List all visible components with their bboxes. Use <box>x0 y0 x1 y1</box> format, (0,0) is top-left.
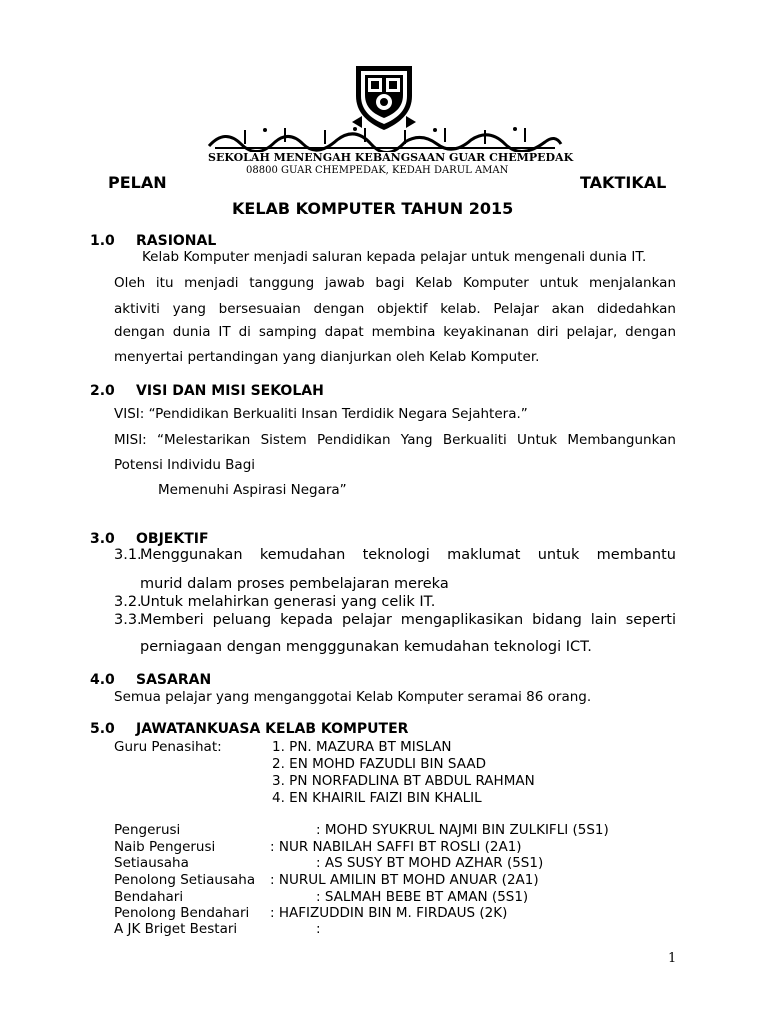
committee-member: : MOHD SYUKRUL NAJMI BIN ZULKIFLI (5S1) <box>316 822 609 838</box>
rasional-line: dengan dunia IT di samping dapat membina keyakinanan diri pelajar, dengan <box>114 324 676 340</box>
objective-text: Memberi peluang kepada pelajar mengaplikasikan bidang lain seperti <box>140 612 676 628</box>
rasional-line: menyertai pertandingan yang dianjurkan oleh Kelab Komputer. <box>114 349 540 365</box>
section-3-heading: OBJEKTIF <box>136 531 209 547</box>
title-left: PELAN <box>108 173 167 192</box>
rasional-line: Kelab Komputer menjadi saluran kepada pelajar untuk mengenali dunia IT. <box>142 249 647 265</box>
school-name: SEKOLAH MENENGAH KEBANGSAAN GUAR CHEMPEDAK <box>208 151 574 164</box>
objective-text: perniagaan dengan mengggunakan kemudahan teknologi ICT. <box>140 639 592 655</box>
misi-text: Memenuhi Aspirasi Negara” <box>158 482 347 498</box>
jawi-school-name-icon <box>205 124 565 152</box>
committee-member: : AS SUSY BT MOHD AZHAR (5S1) <box>316 855 544 871</box>
section-5-heading: JAWATANKUASA KELAB KOMPUTER <box>136 721 409 737</box>
section-3-number: 3.0 <box>90 531 115 547</box>
title-right: TAKTIKAL <box>580 173 667 192</box>
committee-role: Naib Pengerusi <box>114 839 216 855</box>
visi-text: VISI: “Pendidikan Berkualiti Insan Terdidik Negara Sejahtera.” <box>114 406 528 422</box>
committee-member: : NURUL AMILIN BT MOHD ANUAR (2A1) <box>270 872 539 888</box>
advisor-label: Guru Penasihat: <box>114 739 222 755</box>
committee-role: A JK Briget Bestari <box>114 921 238 937</box>
page-number: 1 <box>668 951 677 966</box>
misi-text: MISI: “Melestarikan Sistem Pendidikan Yang Berkualiti Untuk Membangunkan <box>114 432 676 448</box>
rasional-line: aktiviti yang bersesuaian dengan objektif kelab. Pelajar akan didedahkan <box>114 301 676 317</box>
advisor-name: 1. PN. MAZURA BT MISLAN <box>272 739 452 755</box>
school-crest-icon <box>348 62 420 132</box>
committee-member: : NUR NABILAH SAFFI BT ROSLI (2A1) <box>270 839 522 855</box>
section-2-heading: VISI DAN MISI SEKOLAH <box>136 383 324 399</box>
section-1-number: 1.0 <box>90 233 115 249</box>
section-5-number: 5.0 <box>90 721 115 737</box>
section-1-heading: RASIONAL <box>136 233 217 249</box>
committee-role: Pengerusi <box>114 822 181 838</box>
document-title: KELAB KOMPUTER TAHUN 2015 <box>232 199 514 218</box>
objective-number: 3.3. <box>114 612 142 628</box>
advisor-name: 3. PN NORFADLINA BT ABDUL RAHMAN <box>272 773 535 789</box>
rasional-line: Oleh itu menjadi tanggung jawab bagi Kelab Komputer untuk menjalankan <box>114 275 676 291</box>
objective-text: murid dalam proses pembelajaran mereka <box>140 576 449 592</box>
section-2-number: 2.0 <box>90 383 115 399</box>
sasaran-text: Semua pelajar yang menganggotai Kelab Komputer seramai 86 orang. <box>114 689 592 705</box>
committee-role: Bendahari <box>114 889 184 905</box>
objective-number: 3.2. <box>114 594 142 610</box>
section-4-heading: SASARAN <box>136 672 212 688</box>
advisor-name: 2. EN MOHD FAZUDLI BIN SAAD <box>272 756 486 772</box>
committee-role: Penolong Bendahari <box>114 905 250 921</box>
objective-text: Untuk melahirkan generasi yang celik IT. <box>140 594 436 610</box>
objective-number: 3.1. <box>114 547 142 563</box>
committee-member: : HAFIZUDDIN BIN M. FIRDAUS (2K) <box>270 905 508 921</box>
misi-text: Potensi Individu Bagi <box>114 457 256 473</box>
advisor-name: 4. EN KHAIRIL FAIZI BIN KHALIL <box>272 790 482 806</box>
objective-text: Menggunakan kemudahan teknologi maklumat untuk membantu <box>140 547 676 563</box>
school-address: 08800 GUAR CHEMPEDAK, KEDAH DARUL AMAN <box>246 165 509 176</box>
committee-role: Setiausaha <box>114 855 189 871</box>
committee-role: Penolong Setiausaha <box>114 872 256 888</box>
section-4-number: 4.0 <box>90 672 115 688</box>
committee-member: : SALMAH BEBE BT AMAN (5S1) <box>316 889 529 905</box>
committee-member: : <box>316 921 321 937</box>
